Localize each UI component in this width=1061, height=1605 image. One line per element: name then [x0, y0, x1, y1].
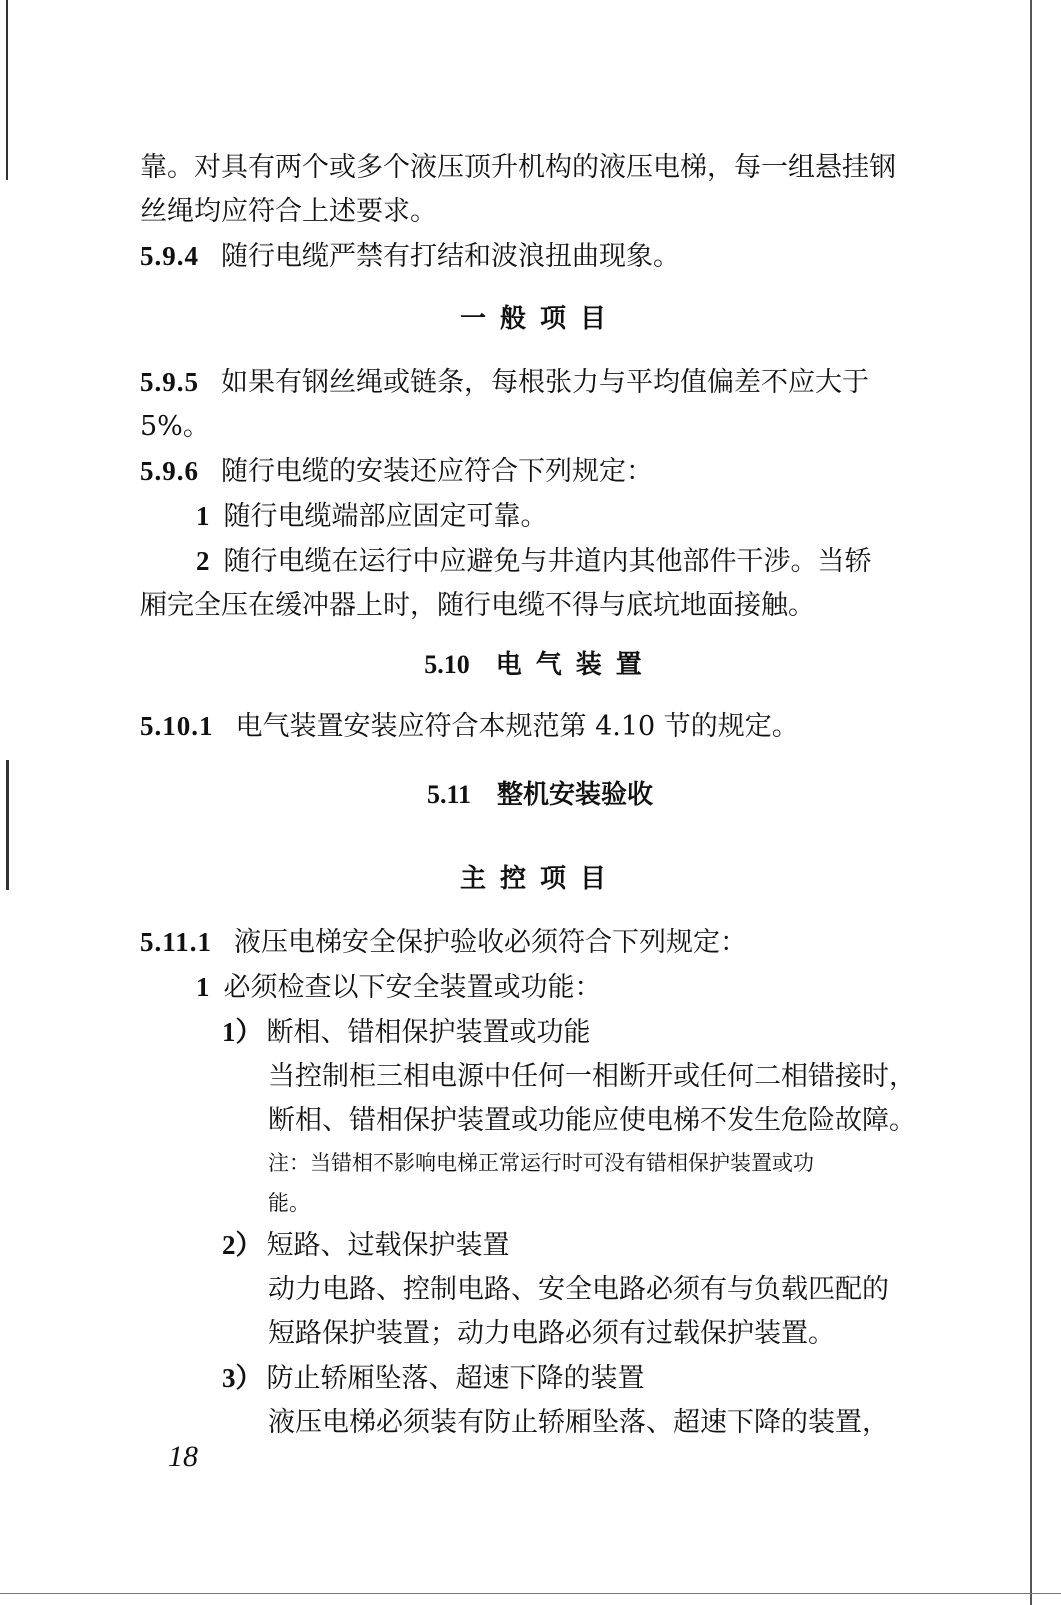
sub-item-title: 2） 短路、过载保护装置 [222, 1230, 510, 1261]
clause-5-9-4: 5.9.4 随行电缆严禁有打结和波浪扭曲现象。 [140, 241, 680, 272]
sub-item-body: 当控制柜三相电源中任何一相断开或任何二相错接时， [268, 1061, 916, 1092]
scan-edge-right [1030, 0, 1032, 1605]
clause-5-9-5: 5.9.5 如果有钢丝绳或链条，每根张力与平均值偏差不应大于 [140, 367, 869, 398]
note: 能。 [268, 1191, 310, 1215]
paragraph-line: 丝绳均应符合上述要求。 [140, 196, 437, 227]
text-general [140, 360, 940, 628]
sub-item-body: 液压电梯必须装有防止轿厢坠落、超速下降的装置， [268, 1407, 889, 1438]
clause-5-10-1: 5.10.1 电气装置安装应符合本规范第 4.10 节的规定。 [140, 711, 799, 742]
clause-5-11-1: 5.11.1 液压电梯安全保护验收必须符合下列规定： [140, 927, 748, 958]
sub-item-body: 短路保护装置；动力电路必须有过载保护装置。 [268, 1318, 835, 1349]
section-heading-main-control: 主控项目 [459, 864, 620, 894]
clause-5-9-6: 5.9.6 随行电缆的安装还应符合下列规定： [140, 456, 653, 487]
text-top [140, 146, 940, 279]
section-heading-5-11: 5.11 整机安装验收 [426, 780, 654, 810]
sub-item-title: 1） 断相、错相保护装置或功能 [222, 1017, 591, 1048]
paragraph-line: 5%。 [140, 411, 210, 442]
list-item: 1 必须检查以下安全装置或功能： [196, 972, 602, 1003]
page-number: 18 [168, 1440, 198, 1473]
scan-edge-left [6, 0, 8, 180]
scan-edge-bottom [0, 1593, 1061, 1594]
sub-item-title: 3） 防止轿厢坠落、超速下降的装置 [222, 1363, 645, 1394]
paragraph-line: 靠。对具有两个或多个液压顶升机构的液压电梯，每一组悬挂钢 [140, 152, 896, 183]
sub-item-body: 断相、错相保护装置或功能应使电梯不发生危险故障。 [268, 1105, 916, 1136]
list-item: 2 随行电缆在运行中应避免与井道内其他部件干涉。当轿 [196, 546, 872, 577]
section-heading-general: 一般项目 [459, 304, 620, 334]
list-item: 1 随行电缆端部应固定可靠。 [196, 501, 548, 532]
text-5-11 [140, 920, 940, 1445]
section-heading-5-10: 5.10 电气装置 [424, 650, 656, 680]
note: 注：当错相不影响电梯正常运行时可没有错相保护装置或功 [268, 1151, 814, 1175]
text-5-10 [140, 704, 940, 749]
sub-item-body: 动力电路、控制电路、安全电路必须有与负载匹配的 [268, 1274, 889, 1305]
scan-edge-left-lower [6, 760, 9, 890]
paragraph-line: 厢完全压在缓冲器上时，随行电缆不得与底坑地面接触。 [140, 590, 815, 621]
